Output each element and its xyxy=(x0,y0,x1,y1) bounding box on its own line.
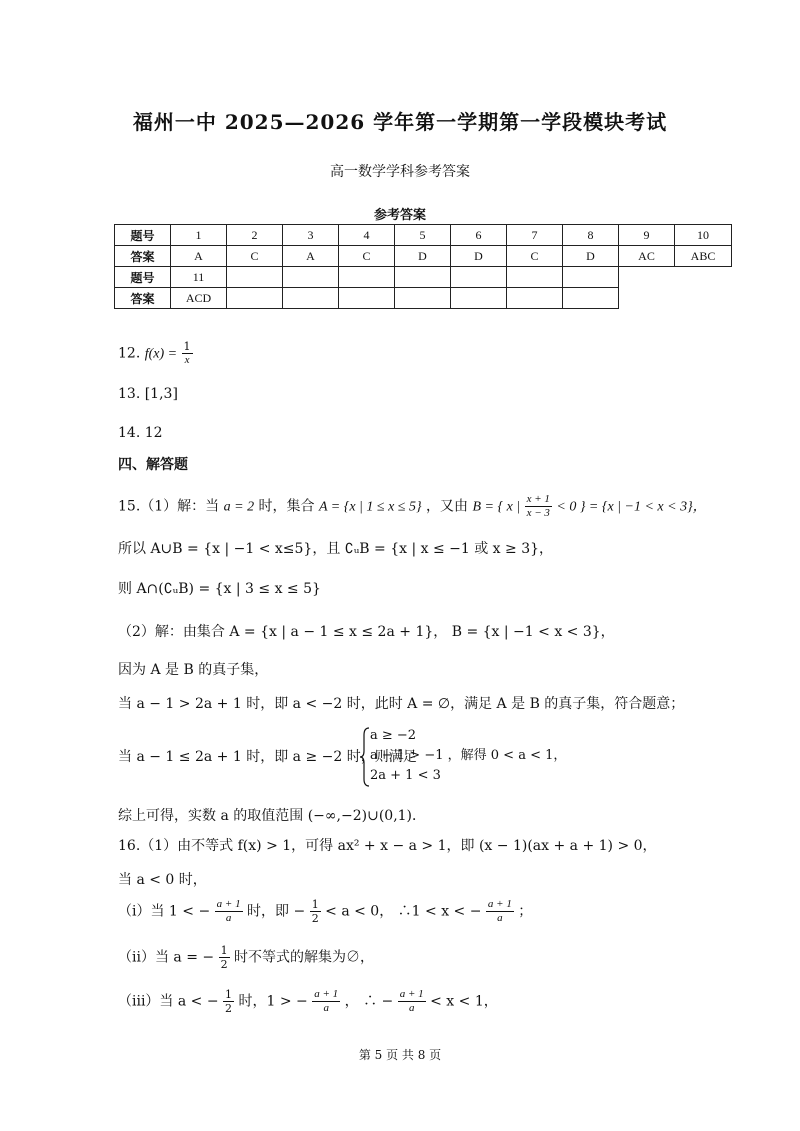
q15-line-4: （2）解：由集合 A = {x | a − 1 ≤ x ≤ 2a + 1}， B = {x | −1 < x < 3}， xyxy=(118,624,615,640)
answer-q12 xyxy=(118,340,193,367)
answer-table-caption: 参考答案 xyxy=(373,208,426,223)
table-cell: A xyxy=(171,246,227,267)
fraction-numerator: a + 1 xyxy=(487,898,512,910)
table-cell: 9 xyxy=(619,225,675,246)
text-span: < x < 1， xyxy=(430,993,498,1010)
table-cell xyxy=(339,288,395,309)
table-blank xyxy=(675,288,732,309)
table-cell: D xyxy=(395,246,451,267)
text-span: 时不等式的解集为∅， xyxy=(234,949,375,966)
answer-q14: 14. 12 xyxy=(118,425,163,441)
table-cell xyxy=(507,288,563,309)
q16-line-1: 16.（1）由不等式 f(x) > 1，可得 ax² + x − a > 1，即 (x − 1)(ax + a + 1) > 0， xyxy=(118,838,657,854)
text-span: 时，集合 xyxy=(258,498,315,515)
answer-table xyxy=(114,224,732,309)
fraction-numerator: 1 xyxy=(220,944,228,957)
fraction xyxy=(312,988,340,1015)
table-cell: 8 xyxy=(563,225,619,246)
table-blank xyxy=(619,288,675,309)
fraction xyxy=(398,988,426,1015)
fraction xyxy=(223,988,234,1015)
table-cell xyxy=(395,288,451,309)
table-cell xyxy=(395,267,451,288)
system-brace xyxy=(360,727,370,787)
row-header: 题号 xyxy=(115,267,171,288)
page-subtitle: 高一数学学科参考答案 xyxy=(330,164,470,180)
page-title: 福州一中 2025—2026 学年第一学期第一学段模块考试 xyxy=(132,110,668,134)
math-span: < 0 } = {x | −1 < x < 3}， xyxy=(556,499,707,515)
table-cell: 10 xyxy=(675,225,732,246)
page-footer: 第 5 页 共 8 页 xyxy=(358,1048,442,1062)
fraction xyxy=(310,898,321,925)
text-span: ，又由 xyxy=(426,498,469,515)
system-line-2: a − 1 > −1 ，解得 0 < a < 1， xyxy=(370,748,567,763)
q15-line-8: 综上可得，实数 a 的取值范围 (−∞,−2)∪(0,1)． xyxy=(118,808,427,824)
table-cell: C xyxy=(339,246,395,267)
q15-line-3: 则 A∩(∁ᵤB) = {x | 3 ≤ x ≤ 5} xyxy=(118,581,321,597)
fraction-denominator: x xyxy=(184,354,190,366)
table-cell xyxy=(563,288,619,309)
text-span: < a < 0， ∴1 < x < − xyxy=(325,903,482,920)
q15-line-2: 所以 A∪B = {x | −1 < x≤5}，且 ∁ᵤB = {x | x ≤ −1 或 x ≥ 3}， xyxy=(118,541,554,557)
text-span: 15.（1）解：当 xyxy=(118,498,220,515)
table-cell xyxy=(227,267,283,288)
table-cell: C xyxy=(227,246,283,267)
table-cell: 11 xyxy=(171,267,227,288)
section-heading: 四、解答题 xyxy=(118,457,188,473)
table-cell: C xyxy=(507,246,563,267)
table-cell: 7 xyxy=(507,225,563,246)
table-cell xyxy=(339,267,395,288)
table-blank xyxy=(675,267,732,288)
table-cell xyxy=(507,267,563,288)
table-row xyxy=(115,225,732,246)
fraction-numerator: 1 xyxy=(183,340,191,353)
q16-case-iii xyxy=(118,988,498,1015)
text-span: ； xyxy=(518,903,533,920)
table-cell: 5 xyxy=(395,225,451,246)
fraction-numerator: a + 1 xyxy=(314,988,339,1000)
table-cell: ACD xyxy=(171,288,227,309)
table-cell: 4 xyxy=(339,225,395,246)
q12-number: 12. xyxy=(118,345,141,362)
table-cell xyxy=(451,288,507,309)
q12-expression: f(x) = xyxy=(144,346,178,362)
table-row xyxy=(115,246,732,267)
table-cell xyxy=(563,267,619,288)
system-line-1: a ≥ −2 xyxy=(370,728,417,743)
fraction-denominator: 2 xyxy=(220,958,228,971)
fraction-numerator: 1 xyxy=(311,898,319,911)
table-blank xyxy=(619,267,675,288)
table-cell xyxy=(451,267,507,288)
table-cell: ABC xyxy=(675,246,732,267)
table-cell xyxy=(283,288,339,309)
table-cell xyxy=(227,288,283,309)
table-cell: 2 xyxy=(227,225,283,246)
row-header: 答案 xyxy=(115,246,171,267)
q16-case-ii xyxy=(118,944,374,971)
fraction-denominator: 2 xyxy=(225,1002,233,1015)
fraction-denominator: x − 3 xyxy=(526,507,550,519)
q16-case-i xyxy=(118,898,532,925)
fraction-numerator: a + 1 xyxy=(399,988,424,1000)
fraction xyxy=(215,898,243,925)
q12-fraction xyxy=(182,340,193,367)
fraction-denominator: a xyxy=(225,912,232,924)
fraction-denominator: 2 xyxy=(311,912,319,925)
fraction-denominator: a xyxy=(497,912,503,924)
text-span: ， ∴ − xyxy=(344,993,394,1010)
math-span: a = 2 xyxy=(223,499,255,515)
table-cell: D xyxy=(563,246,619,267)
text-span: （iii）当 a < − xyxy=(118,993,219,1010)
fraction xyxy=(486,898,514,925)
answer-q13: 13. [1,3] xyxy=(118,386,178,402)
fraction-numerator: a + 1 xyxy=(216,898,241,910)
row-header: 答案 xyxy=(115,288,171,309)
table-row xyxy=(115,267,732,288)
table-cell xyxy=(283,267,339,288)
q15-line-1 xyxy=(118,493,707,520)
fraction-numerator: 1 xyxy=(225,988,233,1001)
fraction xyxy=(219,944,230,971)
table-cell: 1 xyxy=(171,225,227,246)
q15-fraction xyxy=(525,493,552,520)
q15-line-5: 因为 A 是 B 的真子集， xyxy=(118,662,269,678)
text-span: （i）当 1 < − xyxy=(118,903,211,920)
fraction-numerator: x + 1 xyxy=(526,493,550,505)
fraction-denominator: a xyxy=(408,1002,415,1014)
q15-line-7: 当 a − 1 ≤ 2a + 1 时，即 a ≥ −2 时，则满足 xyxy=(118,749,417,765)
math-span: B = { x | xyxy=(472,499,521,515)
q16-line-2: 当 a < 0 时， xyxy=(118,872,207,888)
text-span: 时，即 − xyxy=(247,903,306,920)
table-cell: 3 xyxy=(283,225,339,246)
table-row xyxy=(115,288,732,309)
row-header: 题号 xyxy=(115,225,171,246)
math-span: A = {x | 1 ≤ x ≤ 5} xyxy=(318,499,422,515)
text-span: 时，1 > − xyxy=(238,993,308,1010)
text-span: （ii）当 a = − xyxy=(118,949,215,966)
table-cell: D xyxy=(451,246,507,267)
table-cell: AC xyxy=(619,246,675,267)
system-line-3: 2a + 1 < 3 xyxy=(370,768,441,783)
table-cell: 6 xyxy=(451,225,507,246)
fraction-denominator: a xyxy=(323,1002,329,1014)
q15-line-6: 当 a − 1 > 2a + 1 时，即 a < −2 时，此时 A = ∅，满足 A 是 B 的真子集，符合题意； xyxy=(118,696,685,712)
table-cell: A xyxy=(283,246,339,267)
